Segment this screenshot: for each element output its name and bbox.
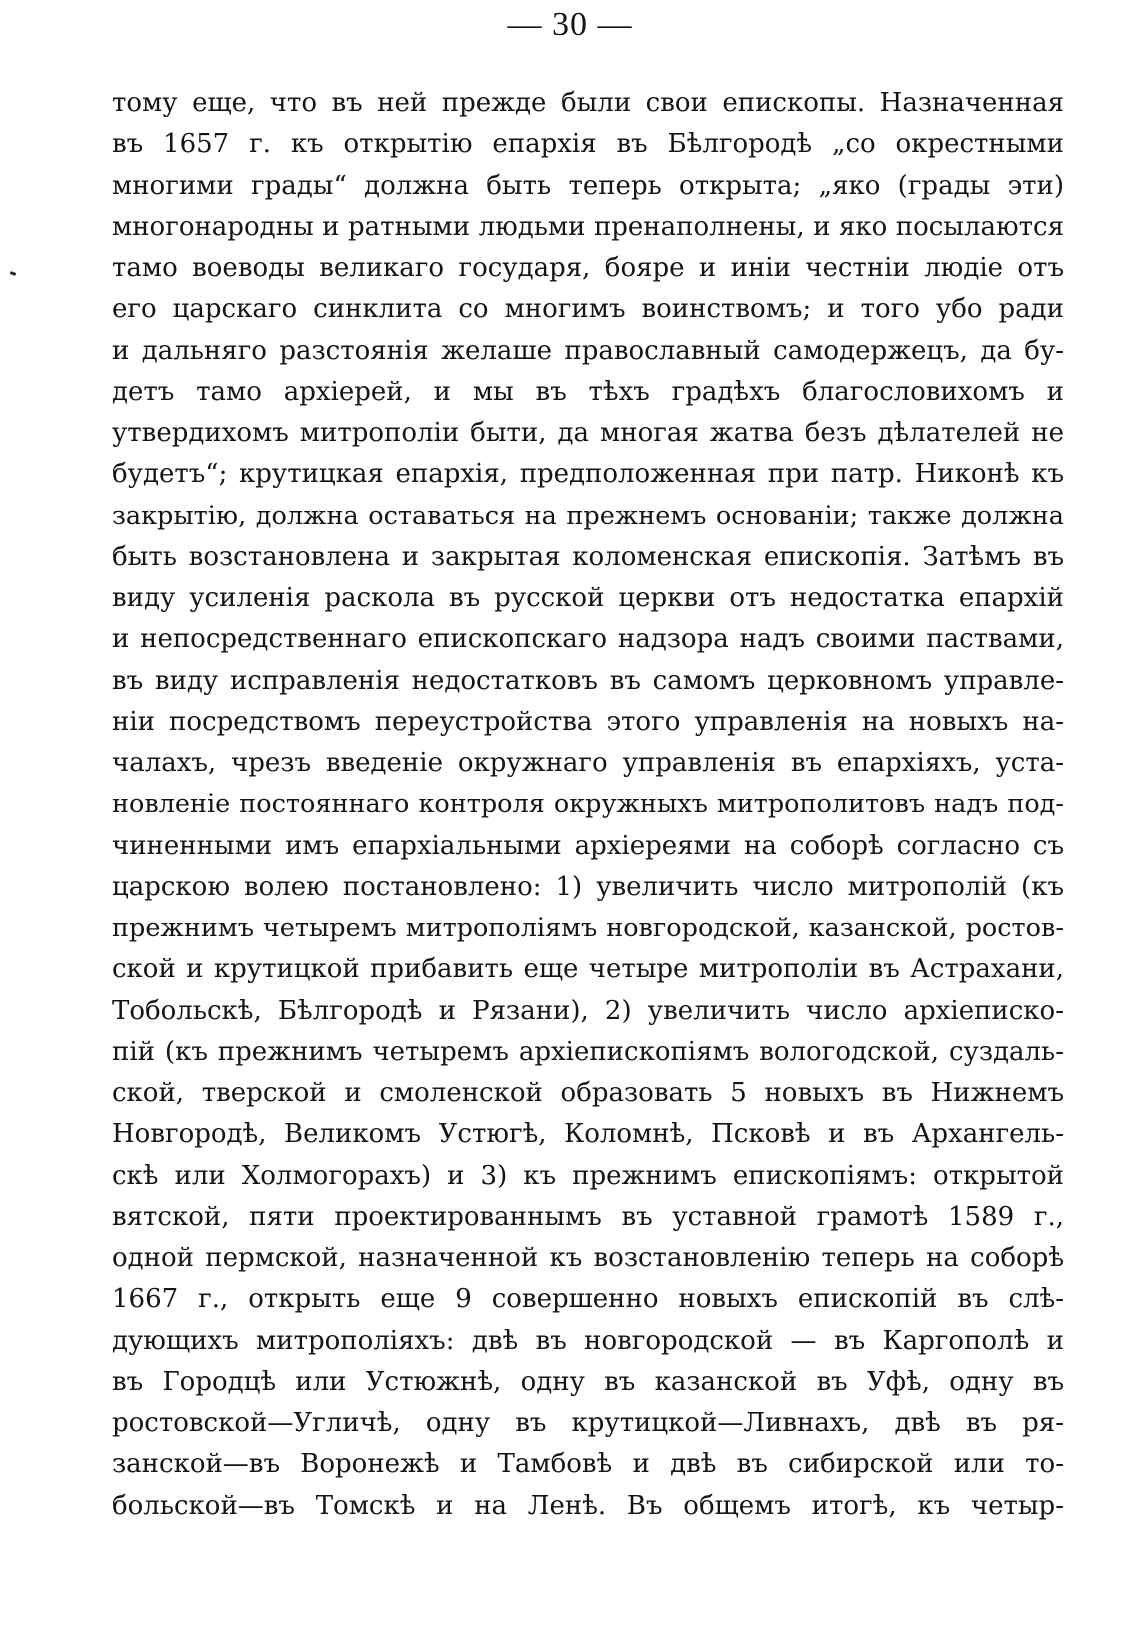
text-line: занской—въ Воронежѣ и Тамбовѣ и двѣ въ сибирской или то-	[112, 1449, 1064, 1480]
text-line: ніи посредствомъ переустройства этого управленія на новыхъ на-	[112, 706, 1064, 737]
text-line: пій (къ прежнимъ четыремъ архіепископіямъ вологодской, суздаль-	[112, 1036, 1064, 1067]
text-line: царскою волею постановлено: 1) увеличить число митрополій (къ	[112, 871, 1064, 902]
text-line: новленіе постояннаго контроля окружныхъ митрополитовъ надъ под-	[112, 789, 1064, 820]
text-line: одной пермской, назначенной къ возстановленію теперь на соборѣ	[112, 1243, 1064, 1273]
text-line: въ 1657 г. къ открытію епархія въ Бѣлгородѣ „со окрестными	[112, 129, 1064, 160]
text-line: ской и крутицкой прибавить еще четыре митрополіи въ Астрахани,	[112, 954, 1064, 985]
text-line: 1667 г., открыть еще 9 совершенно новыхъ епископій въ слѣ-	[112, 1284, 1064, 1315]
text-line: быть возстановлена и закрытая коломенская епископія. Затѣмъ въ	[112, 541, 1064, 572]
text-line: многими грады“ должна быть теперь открыта; „яко (грады эти)	[112, 170, 1064, 201]
text-line: детъ тамо архіерей, и мы въ тѣхъ градѣхъ благословихомъ и	[112, 376, 1064, 407]
stray-print-mark	[10, 271, 17, 276]
text-line: чалахъ, чрезъ введеніе окружнаго управленія въ епархіяхъ, уста-	[112, 748, 1064, 778]
text-line: Тобольскѣ, Бѣлгородѣ и Рязани), 2) увеличить число архіеписко-	[112, 995, 1064, 1026]
text-line: и дальняго разстоянія желаше православный самодержецъ, да бу-	[112, 335, 1064, 366]
text-line: Новгородѣ, Великомъ Устюгѣ, Коломнѣ, Псковѣ и въ Архангель-	[112, 1119, 1064, 1150]
text-line: будетъ“; крутицкая епархія, предположенная при патр. Никонѣ къ	[112, 459, 1064, 490]
text-line: больской—въ Томскѣ и на Ленѣ. Въ общемъ итогѣ, къ четыр-	[112, 1490, 1064, 1521]
text-line: въ виду исправленія недостатковъ въ самомъ церковномъ управле-	[112, 665, 1064, 696]
text-line: и непосредственнаго епископскаго надзора надъ своими паствами,	[112, 624, 1064, 655]
text-line: въ Городцѣ или Устюжнѣ, одну въ казанской въ Уфѣ, одну въ	[112, 1366, 1064, 1397]
text-line: дующихъ митрополіяхъ: двѣ въ новгородской — въ Каргополѣ и	[112, 1325, 1064, 1356]
text-line: тому еще, что въ ней прежде были свои епископы. Назначенная	[112, 88, 1064, 118]
page-number: — 30 —	[507, 6, 633, 43]
text-line: чиненными имъ епархіальными архіереями на соборѣ согласно съ	[112, 830, 1064, 861]
text-line: многонародны и ратными людьми пренаполнены, и яко посылаются	[112, 211, 1064, 242]
text-line: виду усиленія раскола въ русской церкви отъ недостатка епархій	[112, 583, 1064, 613]
text-line: закрытію, должна оставаться на прежнемъ основаніи; также должна	[112, 500, 1064, 531]
text-line: утвердихомъ митрополіи быти, да многая жатва безъ дѣлателей не	[112, 418, 1064, 448]
body-text	[112, 83, 1064, 1527]
text-line: ростовской—Угличѣ, одну въ крутицкой—Ливнахъ, двѣ въ ря-	[112, 1408, 1064, 1438]
text-line: вятской, пяти проектированнымъ въ уставной грамотѣ 1589 г.,	[112, 1201, 1064, 1232]
text-line: скѣ или Холмогорахъ) и 3) къ прежнимъ епископіямъ: открытой	[112, 1160, 1064, 1191]
text-line: ской, тверской и смоленской образовать 5 новыхъ въ Нижнемъ	[112, 1078, 1064, 1108]
text-line: прежнимъ четыремъ митрополіямъ новгородской, казанской, ростов-	[112, 913, 1064, 943]
text-line: его царскаго синклита со многимъ воинствомъ; и того убо ради	[112, 294, 1064, 325]
text-line: тамо воеводы великаго государя, бояре и иніи честніи людіе отъ	[112, 253, 1064, 283]
